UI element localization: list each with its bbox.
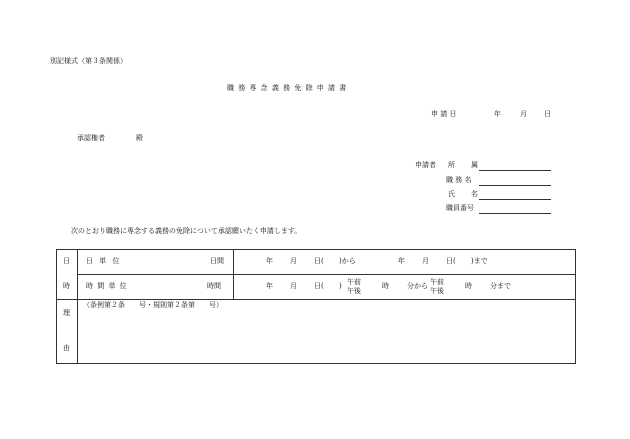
application-date-label: 申 請 日 — [431, 110, 457, 118]
reason-note: （条例第２条 号・規則第２条第 号） — [83, 301, 223, 309]
reason-char-2: 由 — [63, 344, 70, 352]
name-label-a: 氏 — [448, 190, 455, 198]
to-month-label: 月 — [422, 257, 429, 265]
affiliation-label-a: 所 — [448, 161, 455, 169]
to-close-label: )まで — [471, 257, 488, 265]
time-close-label: ) — [339, 282, 342, 290]
from-am-label: 午前 — [347, 278, 361, 286]
name-field[interactable] — [479, 190, 551, 200]
from-day-label: 日( — [314, 257, 324, 265]
hours-count-label: 時間 — [207, 282, 221, 290]
staff-number-field[interactable] — [479, 204, 551, 214]
position-field[interactable] — [479, 176, 551, 186]
name-label-b: 名 — [471, 190, 478, 198]
affiliation-label-b: 属 — [471, 161, 478, 169]
annex-label: 別記様式（第３条関係） — [50, 57, 127, 65]
to-year-label: 年 — [398, 257, 405, 265]
time-year-label: 年 — [266, 282, 273, 290]
row-divider-2 — [56, 299, 576, 300]
to-am-label: 午前 — [430, 278, 444, 286]
from-month-label: 月 — [290, 257, 297, 265]
from-pm-label: 午後 — [347, 287, 361, 295]
from-hour-label: 時 — [382, 282, 389, 290]
approver-honorific: 殿 — [136, 134, 143, 142]
position-label: 職 務 名 — [446, 176, 472, 184]
to-ampm-stack — [430, 278, 444, 296]
datetime-char-2: 時 — [63, 282, 70, 290]
day-unit-label: 日 単 位 — [86, 257, 122, 265]
to-hour-label: 時 — [465, 282, 472, 290]
reason-char-1: 理 — [63, 309, 70, 317]
datetime-char-1: 日 — [63, 257, 70, 265]
from-minute-label: 分から — [407, 282, 428, 290]
applicant-header: 申請者 — [415, 161, 436, 169]
date-month-label: 月 — [520, 110, 527, 118]
time-day-label: 日( — [314, 282, 324, 290]
to-day-label: 日( — [446, 257, 456, 265]
date-day-label: 日 — [544, 110, 551, 118]
affiliation-field[interactable] — [479, 161, 551, 171]
from-close-label: )から — [339, 257, 356, 265]
approver-label: 承認権者 — [77, 134, 105, 142]
hour-unit-label: 時 間 単 位 — [86, 282, 128, 290]
to-pm-label: 午後 — [430, 287, 444, 295]
time-month-label: 月 — [290, 282, 297, 290]
form-title: 職 務 専 念 義 務 免 除 申 請 書 — [227, 84, 348, 92]
date-year-label: 年 — [494, 110, 501, 118]
from-ampm-stack — [347, 278, 361, 296]
to-minute-label: 分まで — [490, 282, 511, 290]
from-year-label: 年 — [266, 257, 273, 265]
days-count-label: 日間 — [210, 257, 224, 265]
reason-field[interactable] — [78, 312, 574, 362]
request-statement: 次のとおり職務に専念する義務の免除について承認願いたく申請します。 — [71, 227, 302, 235]
staff-number-label: 職員番号 — [446, 204, 474, 212]
row-divider-1 — [77, 274, 576, 275]
